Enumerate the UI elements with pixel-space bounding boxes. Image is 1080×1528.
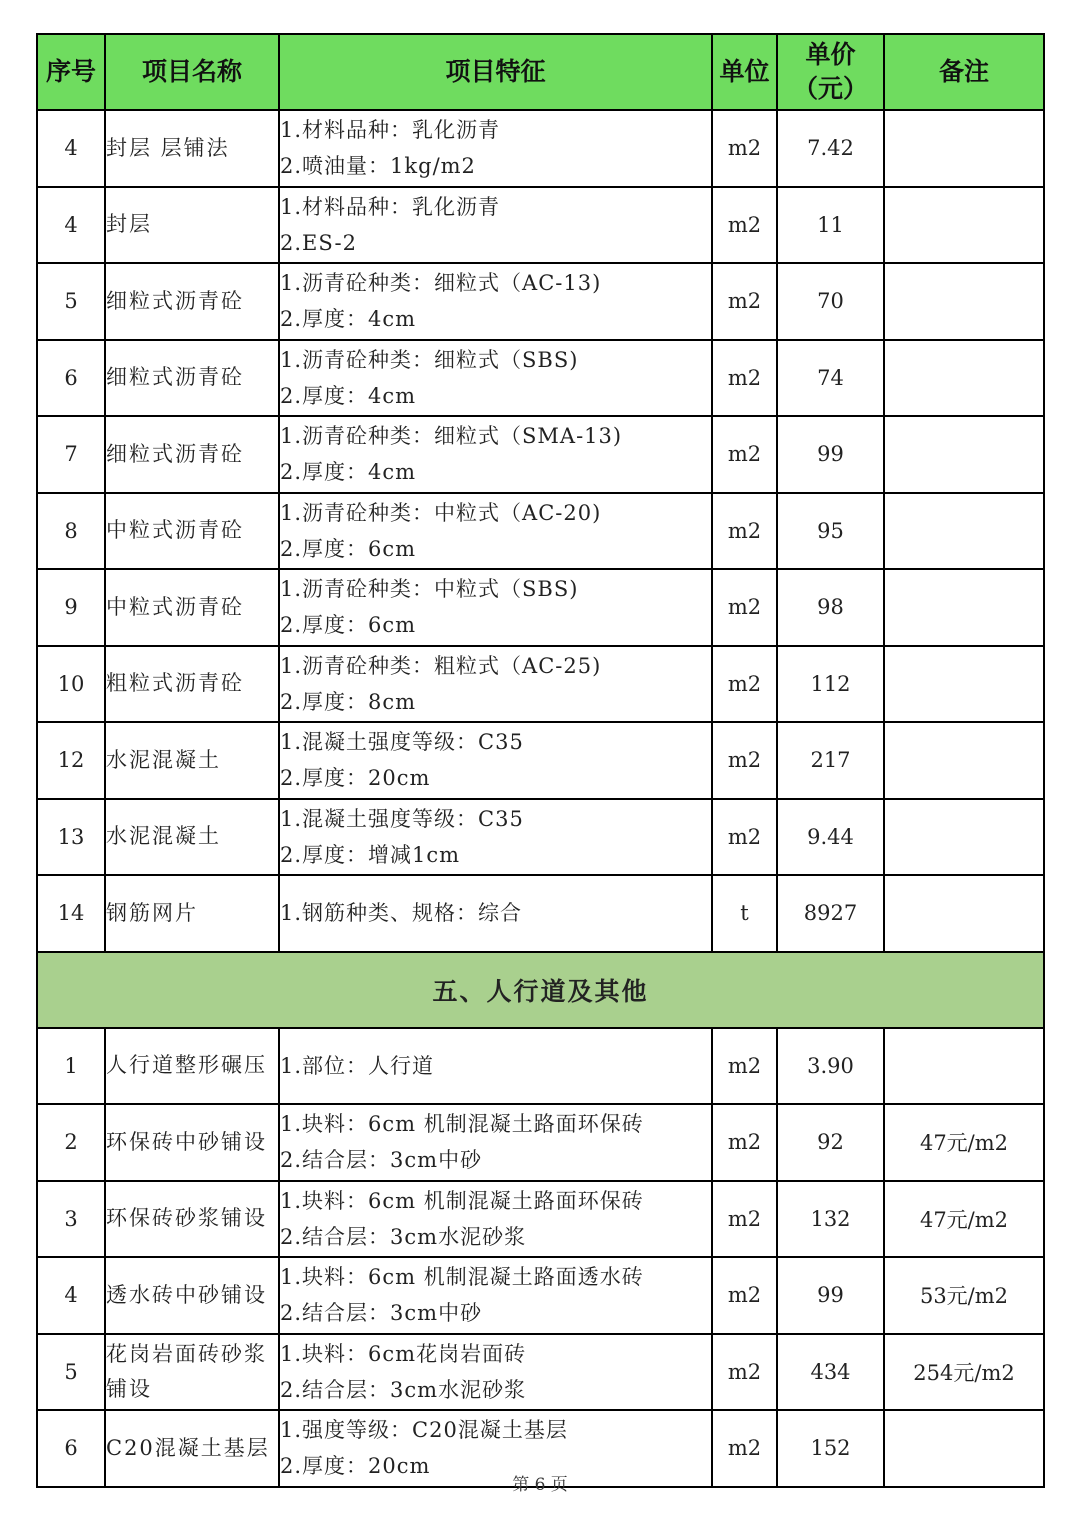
table-row: [37, 799, 1044, 876]
row-item-name: 人行道整形碾压: [105, 1028, 279, 1105]
table-body-roads: [37, 110, 1044, 952]
table-body-sidewalk: [37, 1028, 1044, 1487]
row-unit: m2: [712, 1181, 777, 1258]
row-unit: m2: [712, 799, 777, 876]
row-item-name: 透水砖中砂铺设: [105, 1257, 279, 1334]
feature-line-2: 2.厚度：4cm: [280, 307, 417, 332]
row-features: [279, 1257, 712, 1334]
row-seq: 4: [37, 1257, 105, 1334]
row-seq: 2: [37, 1104, 105, 1181]
row-seq: 9: [37, 569, 105, 646]
row-item-name: C20混凝土基层: [105, 1410, 279, 1487]
row-unit: m2: [712, 340, 777, 417]
header-note: 备注: [884, 34, 1044, 110]
feature-line-1: 1.块料：6cm 机制混凝土路面透水砖: [280, 1265, 644, 1290]
table-row: [37, 493, 1044, 570]
feature-line-2: 2.厚度：6cm: [280, 613, 417, 638]
row-unit: m2: [712, 1257, 777, 1334]
feature-line-1: 1.块料：6cm 机制混凝土路面环保砖: [280, 1112, 644, 1137]
row-unit: m2: [712, 263, 777, 340]
row-price: 7.42: [777, 110, 884, 187]
feature-line-1: 1.沥青砼种类：细粒式（SMA-13): [280, 424, 623, 449]
row-features: [279, 263, 712, 340]
row-item-name: 环保砖砂浆铺设: [105, 1181, 279, 1258]
row-seq: 10: [37, 646, 105, 723]
row-unit: m2: [712, 416, 777, 493]
feature-line-2: 2.厚度：20cm: [280, 1454, 431, 1479]
row-price: 99: [777, 416, 884, 493]
header-price: [777, 34, 884, 110]
row-note: 47元/m2: [884, 1181, 1044, 1258]
row-seq: 5: [37, 263, 105, 340]
row-note: 53元/m2: [884, 1257, 1044, 1334]
row-seq: 14: [37, 875, 105, 952]
row-seq: 6: [37, 1410, 105, 1487]
row-features: [279, 875, 712, 952]
row-item-name: 花岗岩面砖砂浆铺设: [105, 1334, 279, 1411]
feature-line-2: 2.结合层：3cm水泥砂浆: [280, 1224, 527, 1249]
feature-line-2: 2.厚度：4cm: [280, 383, 417, 408]
row-note: [884, 416, 1044, 493]
header-name: 项目名称: [105, 34, 279, 110]
row-price: 98: [777, 569, 884, 646]
row-unit: m2: [712, 569, 777, 646]
row-seq: 6: [37, 340, 105, 417]
row-note: [884, 799, 1044, 876]
row-price: 9.44: [777, 799, 884, 876]
table-header-row: [37, 34, 1044, 110]
table-row: [37, 1257, 1044, 1334]
row-price: 8927: [777, 875, 884, 952]
feature-line-1: 1.沥青砼种类：细粒式（SBS): [280, 347, 579, 372]
table-row: [37, 1181, 1044, 1258]
row-unit: m2: [712, 493, 777, 570]
feature-line-2: 2.厚度：增减1cm: [280, 842, 461, 867]
row-features: [279, 1334, 712, 1411]
row-note: [884, 340, 1044, 417]
row-seq: 3: [37, 1181, 105, 1258]
feature-line-2: 2.结合层：3cm中砂: [280, 1148, 483, 1173]
feature-line-2: 2.厚度：8cm: [280, 689, 417, 714]
row-item-name: 环保砖中砂铺设: [105, 1104, 279, 1181]
price-list-table: [36, 33, 1045, 1488]
table-row: [37, 875, 1044, 952]
row-unit: m2: [712, 1028, 777, 1105]
row-item-name: 封层 层铺法: [105, 110, 279, 187]
feature-line-1: 1.沥青砼种类：粗粒式（AC-25): [280, 653, 602, 678]
feature-line-1: 1.沥青砼种类：中粒式（SBS): [280, 577, 579, 602]
feature-line-2: 2.厚度：20cm: [280, 766, 431, 791]
row-item-name: 中粒式沥青砼: [105, 493, 279, 570]
row-note: 254元/m2: [884, 1334, 1044, 1411]
feature-line-1: 1.块料：6cm花岗岩面砖: [280, 1341, 527, 1366]
table-row: [37, 187, 1044, 264]
row-price: 92: [777, 1104, 884, 1181]
row-features: [279, 187, 712, 264]
feature-line-1: 1.部位：人行道: [280, 1053, 435, 1078]
row-unit: m2: [712, 1334, 777, 1411]
row-item-name: 水泥混凝土: [105, 799, 279, 876]
feature-line-1: 1.混凝土强度等级：C35: [280, 730, 524, 755]
row-price: 3.90: [777, 1028, 884, 1105]
table-row: [37, 263, 1044, 340]
row-item-name: 封层: [105, 187, 279, 264]
row-note: [884, 110, 1044, 187]
row-price: 70: [777, 263, 884, 340]
row-features: [279, 646, 712, 723]
table-row: [37, 416, 1044, 493]
row-seq: 4: [37, 110, 105, 187]
row-price: 152: [777, 1410, 884, 1487]
row-features: [279, 799, 712, 876]
row-note: [884, 1028, 1044, 1105]
feature-line-1: 1.材料品种：乳化沥青: [280, 194, 501, 219]
row-item-name: 细粒式沥青砼: [105, 340, 279, 417]
feature-line-1: 1.钢筋种类、规格：综合: [280, 901, 523, 926]
header-seq: 序号: [37, 34, 105, 110]
row-seq: 13: [37, 799, 105, 876]
row-seq: 7: [37, 416, 105, 493]
table-row: [37, 722, 1044, 799]
row-features: [279, 340, 712, 417]
row-price: 74: [777, 340, 884, 417]
feature-line-1: 1.混凝土强度等级：C35: [280, 806, 524, 831]
row-seq: 1: [37, 1028, 105, 1105]
table-row: [37, 340, 1044, 417]
row-seq: 8: [37, 493, 105, 570]
feature-line-1: 1.材料品种：乳化沥青: [280, 118, 501, 143]
table-row: [37, 1028, 1044, 1105]
row-item-name: 粗粒式沥青砼: [105, 646, 279, 723]
table-row: [37, 1104, 1044, 1181]
feature-line-2: 2.喷油量：1kg/m2: [280, 154, 476, 179]
header-features: 项目特征: [279, 34, 712, 110]
row-price: 132: [777, 1181, 884, 1258]
row-price: 95: [777, 493, 884, 570]
row-note: [884, 569, 1044, 646]
feature-line-2: 2.ES-2: [280, 230, 357, 255]
row-item-name: 中粒式沥青砼: [105, 569, 279, 646]
row-note: [884, 187, 1044, 264]
section-title: 五、人行道及其他: [37, 952, 1044, 1028]
feature-line-1: 1.沥青砼种类：细粒式（AC-13): [280, 271, 602, 296]
feature-line-2: 2.厚度：4cm: [280, 460, 417, 485]
row-features: [279, 722, 712, 799]
row-features: [279, 569, 712, 646]
row-note: 47元/m2: [884, 1104, 1044, 1181]
row-note: [884, 875, 1044, 952]
row-unit: m2: [712, 722, 777, 799]
row-unit: m2: [712, 1104, 777, 1181]
row-seq: 4: [37, 187, 105, 264]
row-features: [279, 1028, 712, 1105]
header-price-line2: （元）: [792, 74, 868, 103]
table-row: [37, 110, 1044, 187]
row-note: [884, 263, 1044, 340]
row-note: [884, 722, 1044, 799]
header-price-line1: 单价: [805, 40, 856, 69]
header-unit: 单位: [712, 34, 777, 110]
row-features: [279, 1181, 712, 1258]
feature-line-2: 2.结合层：3cm中砂: [280, 1301, 483, 1326]
row-item-name: 细粒式沥青砼: [105, 416, 279, 493]
row-seq: 12: [37, 722, 105, 799]
row-note: [884, 493, 1044, 570]
table-row: [37, 646, 1044, 723]
row-features: [279, 110, 712, 187]
row-seq: 5: [37, 1334, 105, 1411]
row-price: 99: [777, 1257, 884, 1334]
row-item-name: 水泥混凝土: [105, 722, 279, 799]
row-features: [279, 416, 712, 493]
row-unit: m2: [712, 110, 777, 187]
table-row: [37, 569, 1044, 646]
feature-line-1: 1.沥青砼种类：中粒式（AC-20): [280, 500, 602, 525]
row-price: 217: [777, 722, 884, 799]
row-unit: m2: [712, 646, 777, 723]
feature-line-2: 2.结合层：3cm水泥砂浆: [280, 1377, 527, 1402]
row-price: 434: [777, 1334, 884, 1411]
section-row: [37, 952, 1044, 1028]
feature-line-2: 2.厚度：6cm: [280, 536, 417, 561]
row-unit: m2: [712, 187, 777, 264]
row-note: [884, 646, 1044, 723]
table-row: [37, 1334, 1044, 1411]
row-features: [279, 493, 712, 570]
feature-line-1: 1.强度等级：C20混凝土基层: [280, 1418, 568, 1443]
row-item-name: 细粒式沥青砼: [105, 263, 279, 340]
row-unit: m2: [712, 1410, 777, 1487]
row-features: [279, 1104, 712, 1181]
page-number: 第 6 页: [512, 1475, 568, 1495]
row-unit: t: [712, 875, 777, 952]
row-price: 112: [777, 646, 884, 723]
feature-line-1: 1.块料：6cm 机制混凝土路面环保砖: [280, 1188, 644, 1213]
row-price: 11: [777, 187, 884, 264]
row-item-name: 钢筋网片: [105, 875, 279, 952]
